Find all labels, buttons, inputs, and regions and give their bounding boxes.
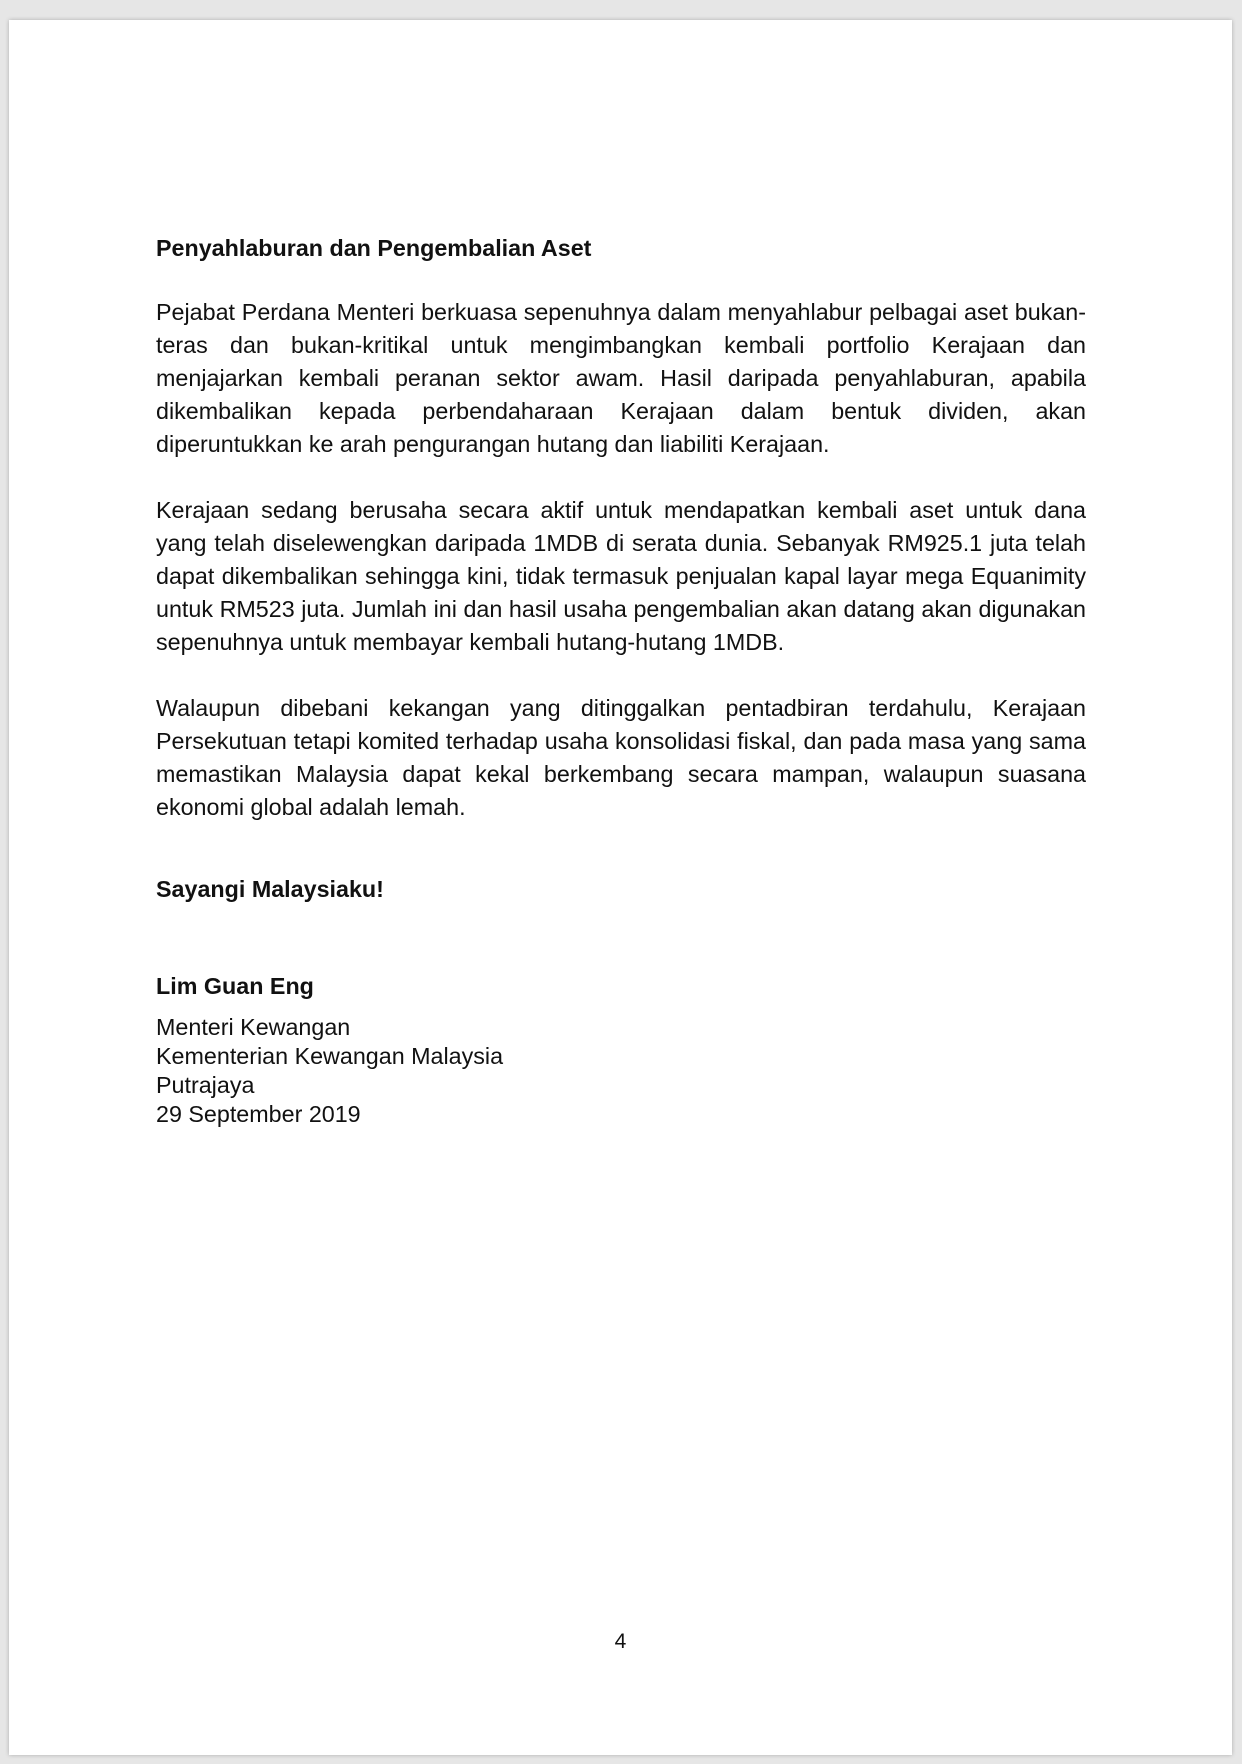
signer-title: Menteri Kewangan xyxy=(156,1014,351,1040)
paragraph-asset-recovery: Kerajaan sedang berusaha secara aktif untuk mendapatkan kembali aset untuk dana yang telah diselewengkan daripada 1MDB di serata dunia. Sebanyak RM925.1 juta telah dapat dikembalikan sehingga kini, tidak termasuk penjualan kapal layar mega Equanimity untuk RM523 juta. Jumlah ini dan hasil usaha pengembalian akan datang akan digunakan sepenuhnya untuk membayar kembali hutang-hutang 1MDB. xyxy=(156,497,1086,655)
document-date: 29 September 2019 xyxy=(156,1101,361,1127)
paragraph-fiscal-consolidation: Walaupun dibebani kekangan yang ditinggalkan pentadbiran terdahulu, Kerajaan Persekutuan tetapi komited terhadap usaha konsolidasi fiskal, dan pada masa yang sama memastikan Malaysia dapat kekal berkembang secara mampan, walaupun suasana ekonomi global adalah lemah. xyxy=(156,695,1086,820)
document-page xyxy=(9,20,1232,1755)
closing-line: Sayangi Malaysiaku! xyxy=(156,876,384,902)
paragraph-divestment: Pejabat Perdana Menteri berkuasa sepenuhnya dalam menyahlabur pelbagai aset bukan-teras dan bukan-kritikal untuk mengimbangkan kembali portfolio Kerajaan dan menjajarkan kembali peranan sektor awam. Hasil daripada penyahlaburan, apabila dikembalikan kepada perbendaharaan Kerajaan dalam bentuk dividen, akan diperuntukkan ke arah pengurangan hutang dan liabiliti Kerajaan. xyxy=(156,299,1086,457)
signer-ministry: Kementerian Kewangan Malaysia xyxy=(156,1043,504,1069)
page-number: 4 xyxy=(614,1630,627,1653)
signer-name: Lim Guan Eng xyxy=(156,973,314,999)
document-body xyxy=(156,232,1086,1129)
section-title: Penyahlaburan dan Pengembalian Aset xyxy=(156,235,592,261)
signer-location: Putrajaya xyxy=(156,1072,255,1098)
signature-block xyxy=(156,1013,1086,1129)
